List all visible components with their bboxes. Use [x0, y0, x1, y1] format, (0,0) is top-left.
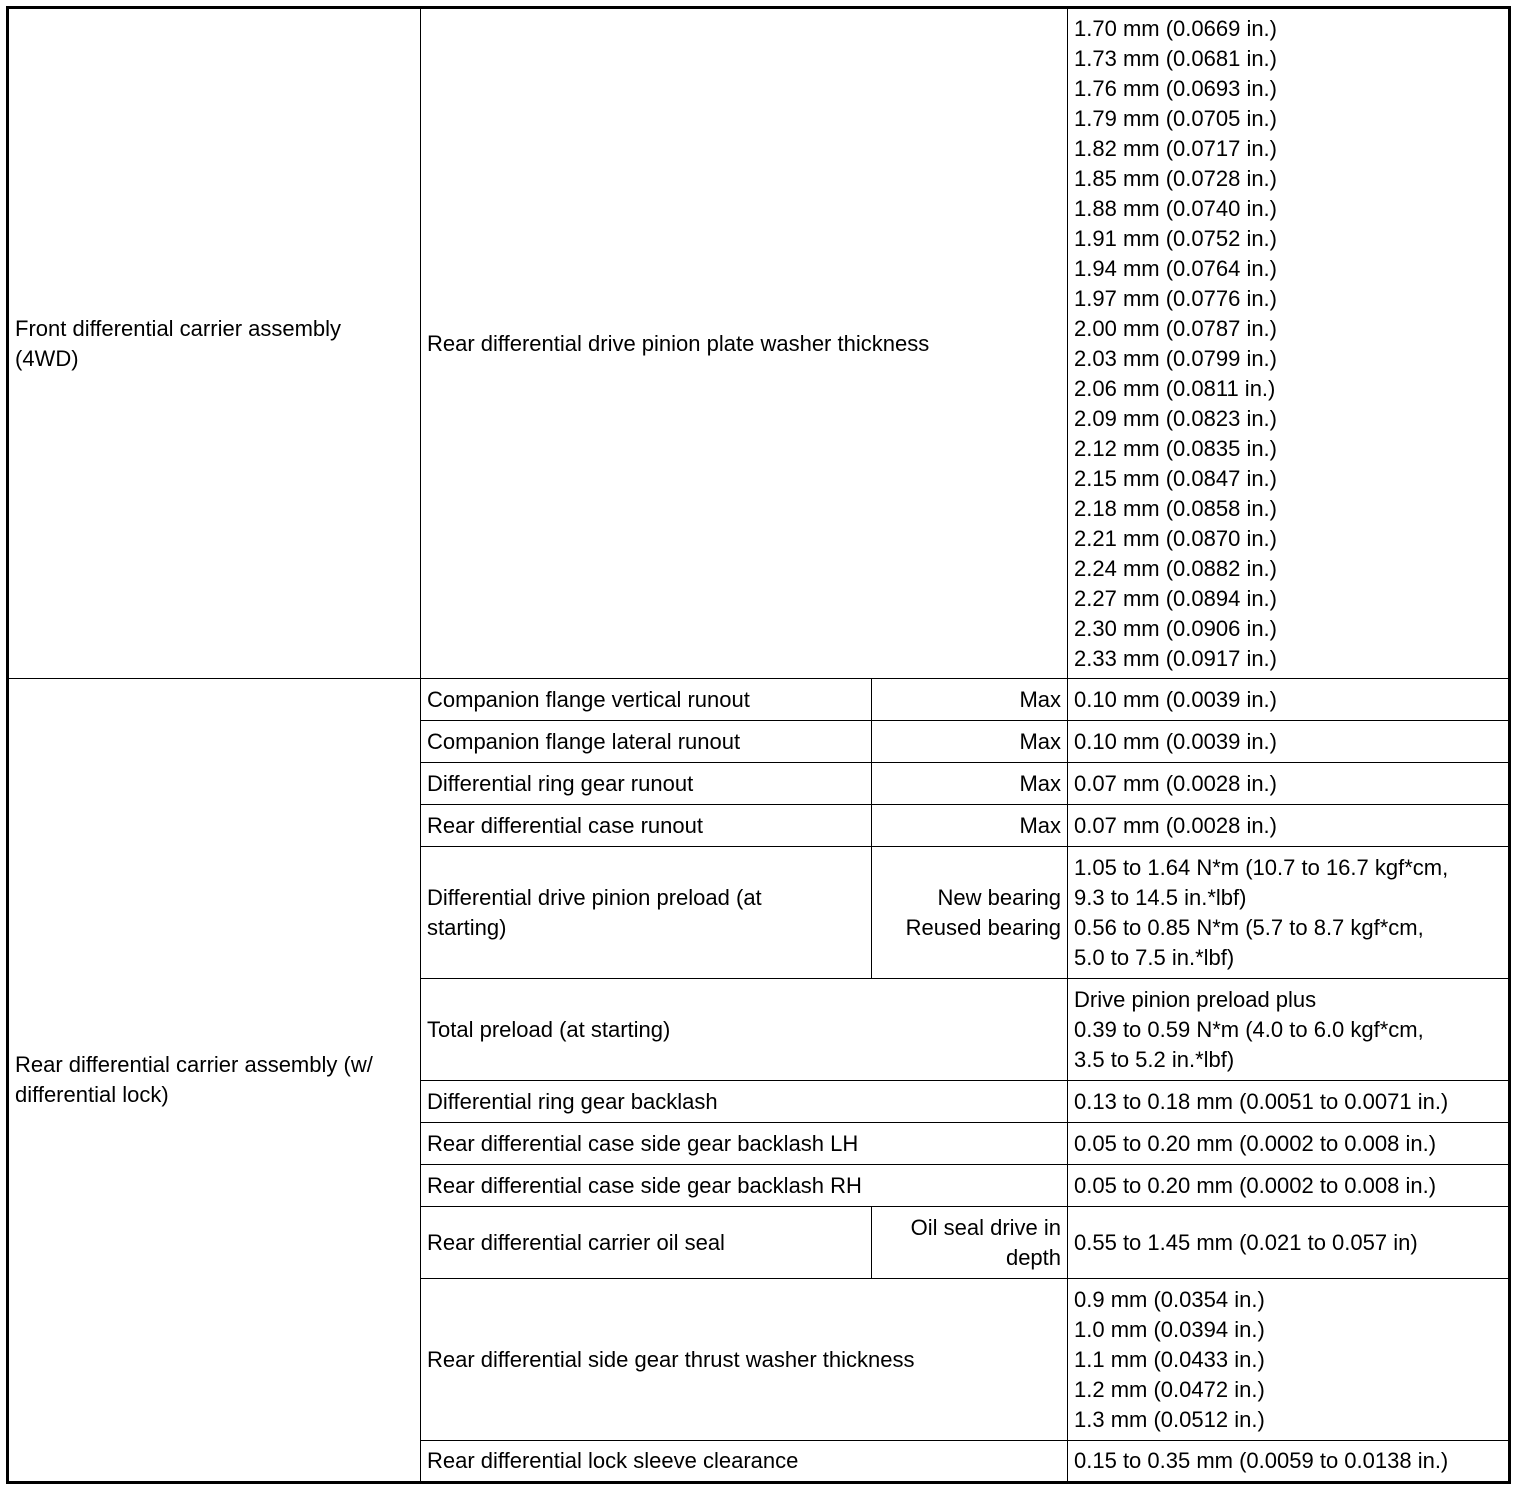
item-cell: [421, 1081, 1068, 1123]
condition-cell: [872, 847, 1068, 979]
value-line: 2.33 mm (0.0917 in.): [1074, 645, 1277, 671]
value-cell: [1068, 847, 1510, 979]
table-row: [8, 679, 1510, 721]
item-cell: [421, 1279, 1068, 1441]
condition-label: Max: [1019, 686, 1062, 712]
value-cell: [1068, 1165, 1510, 1207]
value-cell: [1068, 1279, 1510, 1441]
item-label: Differential ring gear backlash: [427, 1088, 718, 1114]
value-label: 0.15 to 0.35 mm (0.0059 to 0.0138 in.): [1074, 1448, 1449, 1473]
value-line: 1.3 mm (0.0512 in.): [1074, 1406, 1265, 1432]
value-label: 0.13 to 0.18 mm (0.0051 to 0.0071 in.): [1074, 1088, 1449, 1114]
value-line: 2.15 mm (0.0847 in.): [1074, 465, 1277, 491]
value-cell: [1068, 1081, 1510, 1123]
value-line: 1.2 mm (0.0472 in.): [1074, 1376, 1265, 1402]
condition-cell: [872, 805, 1068, 847]
value-label: 0.10 mm (0.0039 in.): [1074, 728, 1277, 754]
value-line: 3.5 to 5.2 in.*lbf): [1074, 1046, 1235, 1072]
value-line: 0.39 to 0.59 N*m (4.0 to 6.0 kgf*cm,: [1074, 1016, 1424, 1042]
front-washer-row: [8, 8, 1510, 679]
value-cell: [1068, 1207, 1510, 1279]
item-label: Rear differential side gear thrust washer thickness: [427, 1346, 915, 1372]
value-line: 2.24 mm (0.0882 in.): [1074, 555, 1277, 581]
value-line: 1.05 to 1.64 N*m (10.7 to 16.7 kgf*cm,: [1074, 854, 1449, 880]
condition-label: Max: [1019, 728, 1062, 754]
condition-label: Max: [1019, 770, 1062, 796]
value-label: 0.07 mm (0.0028 in.): [1074, 812, 1277, 838]
value-line: 2.00 mm (0.0787 in.): [1074, 315, 1277, 341]
value-label: 0.05 to 0.20 mm (0.0002 to 0.008 in.): [1074, 1172, 1437, 1198]
condition-cell: [872, 679, 1068, 721]
condition-label: Max: [1019, 812, 1062, 838]
value-label: 0.05 to 0.20 mm (0.0002 to 0.008 in.): [1074, 1130, 1437, 1156]
value-line: 2.06 mm (0.0811 in.): [1074, 375, 1276, 401]
condition-label: New bearing: [937, 884, 1062, 910]
front-item-cell: [421, 8, 1068, 679]
value-line: 1.76 mm (0.0693 in.): [1074, 75, 1277, 101]
item-label: Rear differential carrier oil seal: [427, 1229, 725, 1255]
item-label: Companion flange lateral runout: [427, 728, 741, 754]
value-line: 1.88 mm (0.0740 in.): [1074, 195, 1277, 221]
value-line: 1.70 mm (0.0669 in.): [1074, 15, 1277, 41]
value-line: Drive pinion preload plus: [1074, 986, 1317, 1012]
condition-cell: [872, 1207, 1068, 1279]
value-cell: [1068, 679, 1510, 721]
value-line: 1.97 mm (0.0776 in.): [1074, 285, 1277, 311]
value-cell: [1068, 805, 1510, 847]
value-line: 2.09 mm (0.0823 in.): [1074, 405, 1277, 431]
item-label: Differential drive pinion preload (at: [427, 884, 762, 910]
condition-label: depth: [1005, 1244, 1062, 1270]
value-line: 0.9 mm (0.0354 in.): [1074, 1286, 1265, 1312]
value-line: 0.56 to 0.85 N*m (5.7 to 8.7 kgf*cm,: [1074, 914, 1424, 940]
front-assembly-cell: [8, 8, 421, 679]
value-cell: [1068, 763, 1510, 805]
item-label: Differential ring gear runout: [427, 770, 694, 796]
front-values-cell: [1068, 8, 1510, 679]
item-cell: [421, 1441, 1068, 1483]
item-label: Companion flange vertical runout: [427, 686, 750, 712]
value-cell: [1068, 1123, 1510, 1165]
value-line: 2.21 mm (0.0870 in.): [1074, 525, 1277, 551]
condition-label: Reused bearing: [905, 914, 1062, 940]
item-cell: [421, 1207, 872, 1279]
value-line: 1.85 mm (0.0728 in.): [1074, 165, 1277, 191]
item-label: Total preload (at starting): [427, 1016, 671, 1042]
value-line: 1.94 mm (0.0764 in.): [1074, 255, 1277, 281]
front-assembly-label: Front differential carrier assembly (4WD): [15, 315, 342, 371]
value-line: 1.0 mm (0.0394 in.): [1074, 1316, 1265, 1342]
condition-label: Oil seal drive in: [910, 1214, 1062, 1240]
value-line: 1.1 mm (0.0433 in.): [1074, 1346, 1265, 1372]
value-line: 2.03 mm (0.0799 in.): [1074, 345, 1277, 371]
rear-assembly-cell: [8, 679, 421, 1483]
item-label: starting): [427, 914, 507, 940]
value-cell: [1068, 1441, 1510, 1483]
item-cell: [421, 679, 872, 721]
value-cell: [1068, 979, 1510, 1081]
item-label: Rear differential case side gear backlash LH: [427, 1130, 859, 1156]
item-cell: [421, 1123, 1068, 1165]
value-line: 1.91 mm (0.0752 in.): [1074, 225, 1277, 251]
value-line: 2.18 mm (0.0858 in.): [1074, 495, 1277, 521]
item-cell: [421, 847, 872, 979]
value-label: 0.55 to 1.45 mm (0.021 to 0.057 in): [1074, 1229, 1418, 1255]
value-line: 2.30 mm (0.0906 in.): [1074, 615, 1277, 641]
value-label: 0.10 mm (0.0039 in.): [1074, 686, 1277, 712]
item-cell: [421, 979, 1068, 1081]
spec-table: [6, 6, 1511, 1484]
item-label: Rear differential case runout: [427, 812, 703, 838]
item-cell: [421, 1165, 1068, 1207]
item-cell: [421, 763, 872, 805]
value-cell: [1068, 721, 1510, 763]
item-label: Rear differential case side gear backlash RH: [427, 1172, 862, 1198]
value-line: 2.12 mm (0.0835 in.): [1074, 435, 1277, 461]
value-line: 2.27 mm (0.0894 in.): [1074, 585, 1277, 611]
value-line: 1.73 mm (0.0681 in.): [1074, 45, 1277, 71]
value-line: 9.3 to 14.5 in.*lbf): [1074, 884, 1247, 910]
item-cell: [421, 721, 872, 763]
item-cell: [421, 805, 872, 847]
front-item-label: Rear differential drive pinion plate washer thickness: [427, 330, 930, 356]
value-line: 1.82 mm (0.0717 in.): [1074, 135, 1277, 161]
item-label: Rear differential lock sleeve clearance: [427, 1448, 799, 1473]
condition-cell: [872, 763, 1068, 805]
condition-cell: [872, 721, 1068, 763]
value-line: 1.79 mm (0.0705 in.): [1074, 105, 1277, 131]
value-line: 5.0 to 7.5 in.*lbf): [1074, 944, 1235, 970]
rear-assembly-label: Rear differential carrier assembly (w/ differential lock): [15, 1052, 373, 1107]
value-label: 0.07 mm (0.0028 in.): [1074, 770, 1277, 796]
